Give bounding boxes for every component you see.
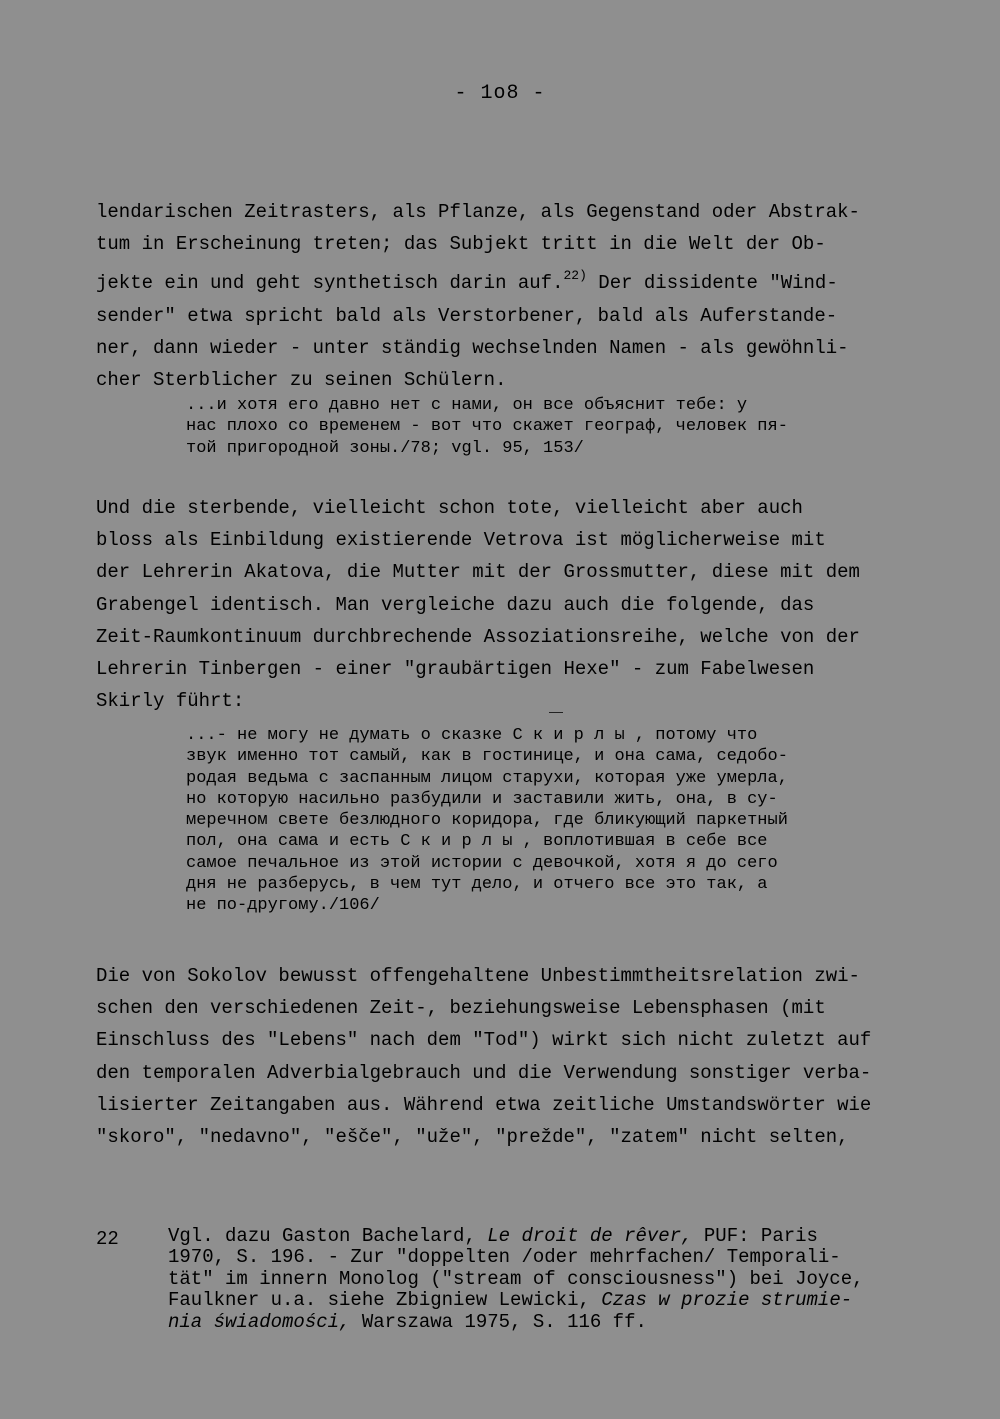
text-line: der Lehrerin Akatova, die Mutter mit der Grossmutter, diese mit dem	[96, 561, 860, 584]
paragraph-2	[96, 492, 916, 717]
text-line: Lehrerin Tinbergen - einer "graubärtigen Hexe" - zum Fabelwesen	[96, 658, 815, 681]
footnote-line: 1970, S. 196. - Zur "doppelten /oder mehrfachen/ Temporali-	[168, 1246, 841, 1269]
text-line: bloss als Einbildung existierende Vetrova ist möglicherweise mit	[96, 529, 826, 552]
text-line: lendarischen Zeitrasters, als Pflanze, als Gegenstand oder Abstrak-	[96, 201, 860, 223]
text-line: Grabengel identisch. Man vergleiche dazu auch die folgende, das	[96, 593, 815, 616]
footnote-line	[168, 1290, 908, 1311]
text-segment: PUF: Paris	[692, 1225, 818, 1247]
book-title: Czas w prozie strumie-	[601, 1289, 853, 1312]
text-line: tum in Erscheinung treten; das Subjekt tritt in die Welt der Ob-	[96, 233, 826, 256]
page-number: - 1o8 -	[454, 82, 546, 105]
text-segment: Der dissidente "Wind-	[586, 272, 838, 295]
text-line: den temporalen Adverbialgebrauch und die Verwendung sonstiger verba-	[96, 1061, 872, 1084]
quote-line: нас плохо со временем - вот что скажет географ, человек пя-	[186, 417, 788, 437]
quote-line: дня не разберусь, в чем тут дело, и отчего все это так, а	[186, 875, 768, 895]
text-segment: Vgl. dazu Gaston Bachelard,	[168, 1225, 488, 1247]
footnote-reference[interactable]: 22)	[563, 268, 587, 284]
text-segment: jekte ein und geht synthetisch darin auf.	[96, 272, 564, 295]
footnote-line: tät" im innern Monolog ("stream of consciousness") bei Joyce,	[168, 1267, 864, 1290]
paragraph-3	[96, 960, 916, 1153]
text-line: ner, dann wieder - unter ständig wechselnden Namen - als gewöhnli-	[96, 336, 849, 359]
quote-line: меречном свете безлюдного коридора, где бликующий паркетный	[186, 811, 788, 831]
quote-line: но которую насильно разбудили и заставили жить, она, в су-	[186, 789, 778, 809]
footnote	[168, 1226, 908, 1333]
text-segment: Faulkner u.a. siehe Zbigniew Lewicki,	[168, 1289, 602, 1312]
text-line: Zeit-Raumkontinuum durchbrechende Assoziationsreihe, welche von der	[96, 625, 860, 648]
text-line: cher Sterblicher zu seinen Schülern.	[96, 369, 507, 392]
text-line: Skirly führt:	[96, 690, 245, 713]
footnote-number: 22	[96, 1228, 119, 1250]
quote-line: ...- не могу не думать о сказке С к и р л ы , потому что	[186, 726, 758, 745]
text-segment: Warszawa 1975, S. 116 ff.	[350, 1310, 647, 1333]
paragraph-1	[96, 196, 916, 396]
text-line: Und die sterbende, vielleicht schon tote, vielleicht aber auch	[96, 497, 803, 519]
quote-line: пол, она сама и есть С к и р л ы , воплотившая в себе все	[186, 832, 768, 852]
text-line	[96, 260, 916, 299]
footnote-line	[168, 1312, 908, 1333]
text-line: Einschluss des "Lebens" nach dem "Tod") wirkt sich nicht zuletzt auf	[96, 1029, 872, 1052]
block-quote-1	[186, 395, 906, 459]
quote-line: не по-другому./106/	[186, 896, 380, 916]
quote-line: самое печальное из этой истории с девочкой, хотя я до сего	[186, 853, 778, 873]
book-title: Le droit de rêver,	[487, 1225, 693, 1247]
block-quote-2	[186, 725, 906, 917]
quote-line: звук именно тот самый, как в гостинице, и она сама, седобо-	[186, 747, 788, 767]
text-line: Die von Sokolov bewusst offengehaltene Unbestimmtheitsrelation zwi-	[96, 965, 860, 987]
quote-line: ...и хотя его давно нет с нами, он все объяснит тебе: у	[186, 396, 748, 415]
book-title: nia świadomości,	[168, 1310, 351, 1333]
footnote-line	[168, 1226, 908, 1247]
quote-line: той пригородной зоны./78; vgl. 95, 153/	[186, 438, 584, 458]
text-line: schen den verschiedenen Zeit-, beziehungsweise Lebensphasen (mit	[96, 997, 826, 1020]
text-line: sender" etwa spricht bald als Verstorbener, bald als Auferstande-	[96, 304, 838, 327]
quote-line: родая ведьма с заспанным лицом старухи, которая уже умерла,	[186, 768, 788, 788]
stray-mark	[549, 712, 563, 713]
text-line: lisierter Zeitangaben aus. Während etwa zeitliche Umstandswörter wie	[96, 1093, 872, 1116]
text-line: "skoro", "nedavno", "ešče", "uže", "prežde", "zatem" nicht selten,	[96, 1126, 849, 1149]
